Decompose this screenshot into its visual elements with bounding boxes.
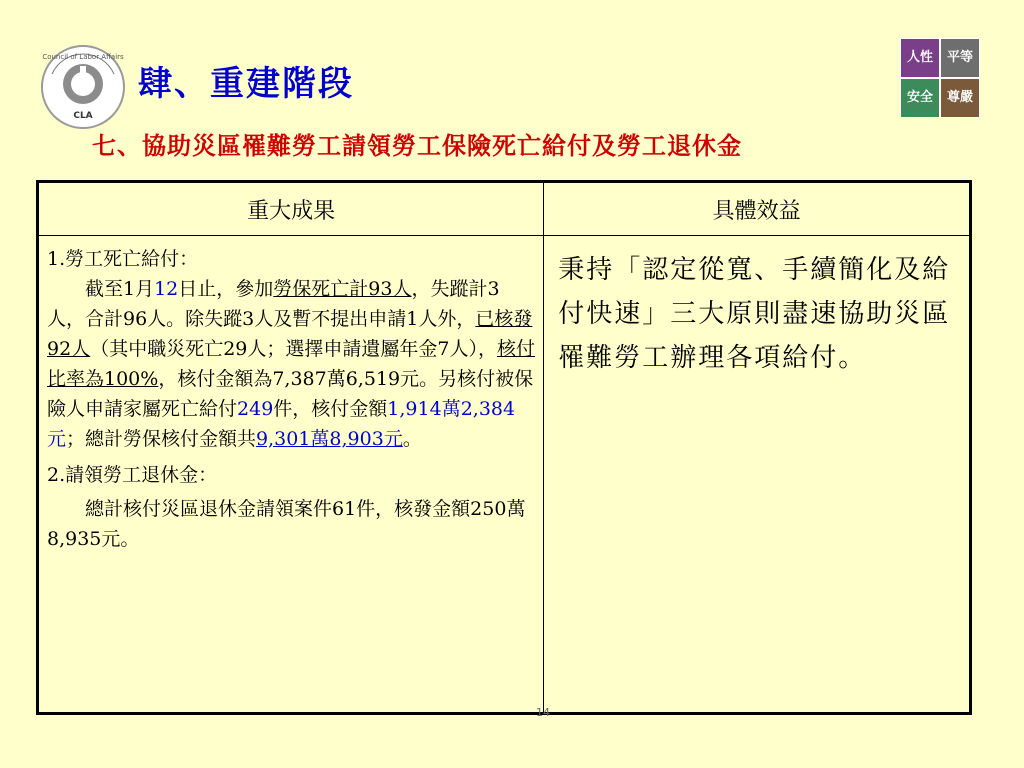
text-segment: ，失蹤計3人，合計96人。除失蹤3人及暫不提出申請1人外， (47, 278, 500, 330)
text-segment: 件，核付金額 (273, 398, 388, 420)
major-results-cell (39, 236, 544, 712)
section-title: 肆、重建階段 (138, 64, 354, 104)
underlined-text: 核付比率為100% (47, 338, 535, 390)
text-segment: （其中職災死亡29人；選擇申請遺屬年金7人）， (90, 338, 497, 360)
highlight-amount: 1,914萬2,384元 (47, 398, 516, 450)
text-segment: 日止，參加 (178, 278, 274, 300)
badge-cell-humanity: 人性 (900, 38, 940, 78)
badge-cell-equality: 平等 (940, 38, 980, 78)
item2-title: 2.請領勞工退休金： (47, 464, 218, 486)
table-body-row (39, 236, 969, 712)
values-badge (900, 38, 980, 118)
text-segment: 。 (402, 428, 422, 450)
highlight-number: 12 (154, 278, 179, 300)
item1-title: 1.勞工死亡給付： (47, 248, 199, 270)
text-segment: ，核付金額為7,387萬6,519元。另核付被保險人申請家屬死亡給付 (47, 368, 534, 420)
svg-text:Council of Labor Affairs: Council of Labor Affairs (42, 53, 124, 61)
highlight-total-amount: 9,301萬8,903元 (256, 428, 403, 450)
badge-cell-dignity: 尊嚴 (940, 78, 980, 118)
header-concrete-benefits: 具體效益 (712, 198, 801, 224)
item1-paragraph (47, 274, 537, 454)
highlight-number: 249 (237, 398, 274, 420)
page-subtitle: 七、協助災區罹難勞工請領勞工保險死亡給付及勞工退休金 (92, 132, 742, 160)
svg-text:CLA: CLA (73, 111, 93, 121)
table-header-row (39, 183, 969, 236)
badge-cell-safety: 安全 (900, 78, 940, 118)
concrete-benefits-cell: 秉持「認定從寬、手續簡化及給付快速」三大原則盡速協助災區罹難勞工辦理各項給付。 (558, 255, 951, 373)
text-segment: ；總計勞保核付金額共 (66, 428, 257, 450)
cla-logo (40, 44, 126, 130)
item2-paragraph: 總計核付災區退休金請領案件61件，核發金額250萬8,935元。 (47, 498, 526, 550)
underlined-text: 已核發92人 (47, 308, 533, 360)
text-segment: 截至1月 (85, 278, 155, 300)
header-major-results: 重大成果 (39, 183, 544, 235)
underlined-text: 勞保死亡計93人 (273, 278, 412, 300)
results-table (36, 180, 972, 715)
page-number: 14 (536, 706, 550, 719)
